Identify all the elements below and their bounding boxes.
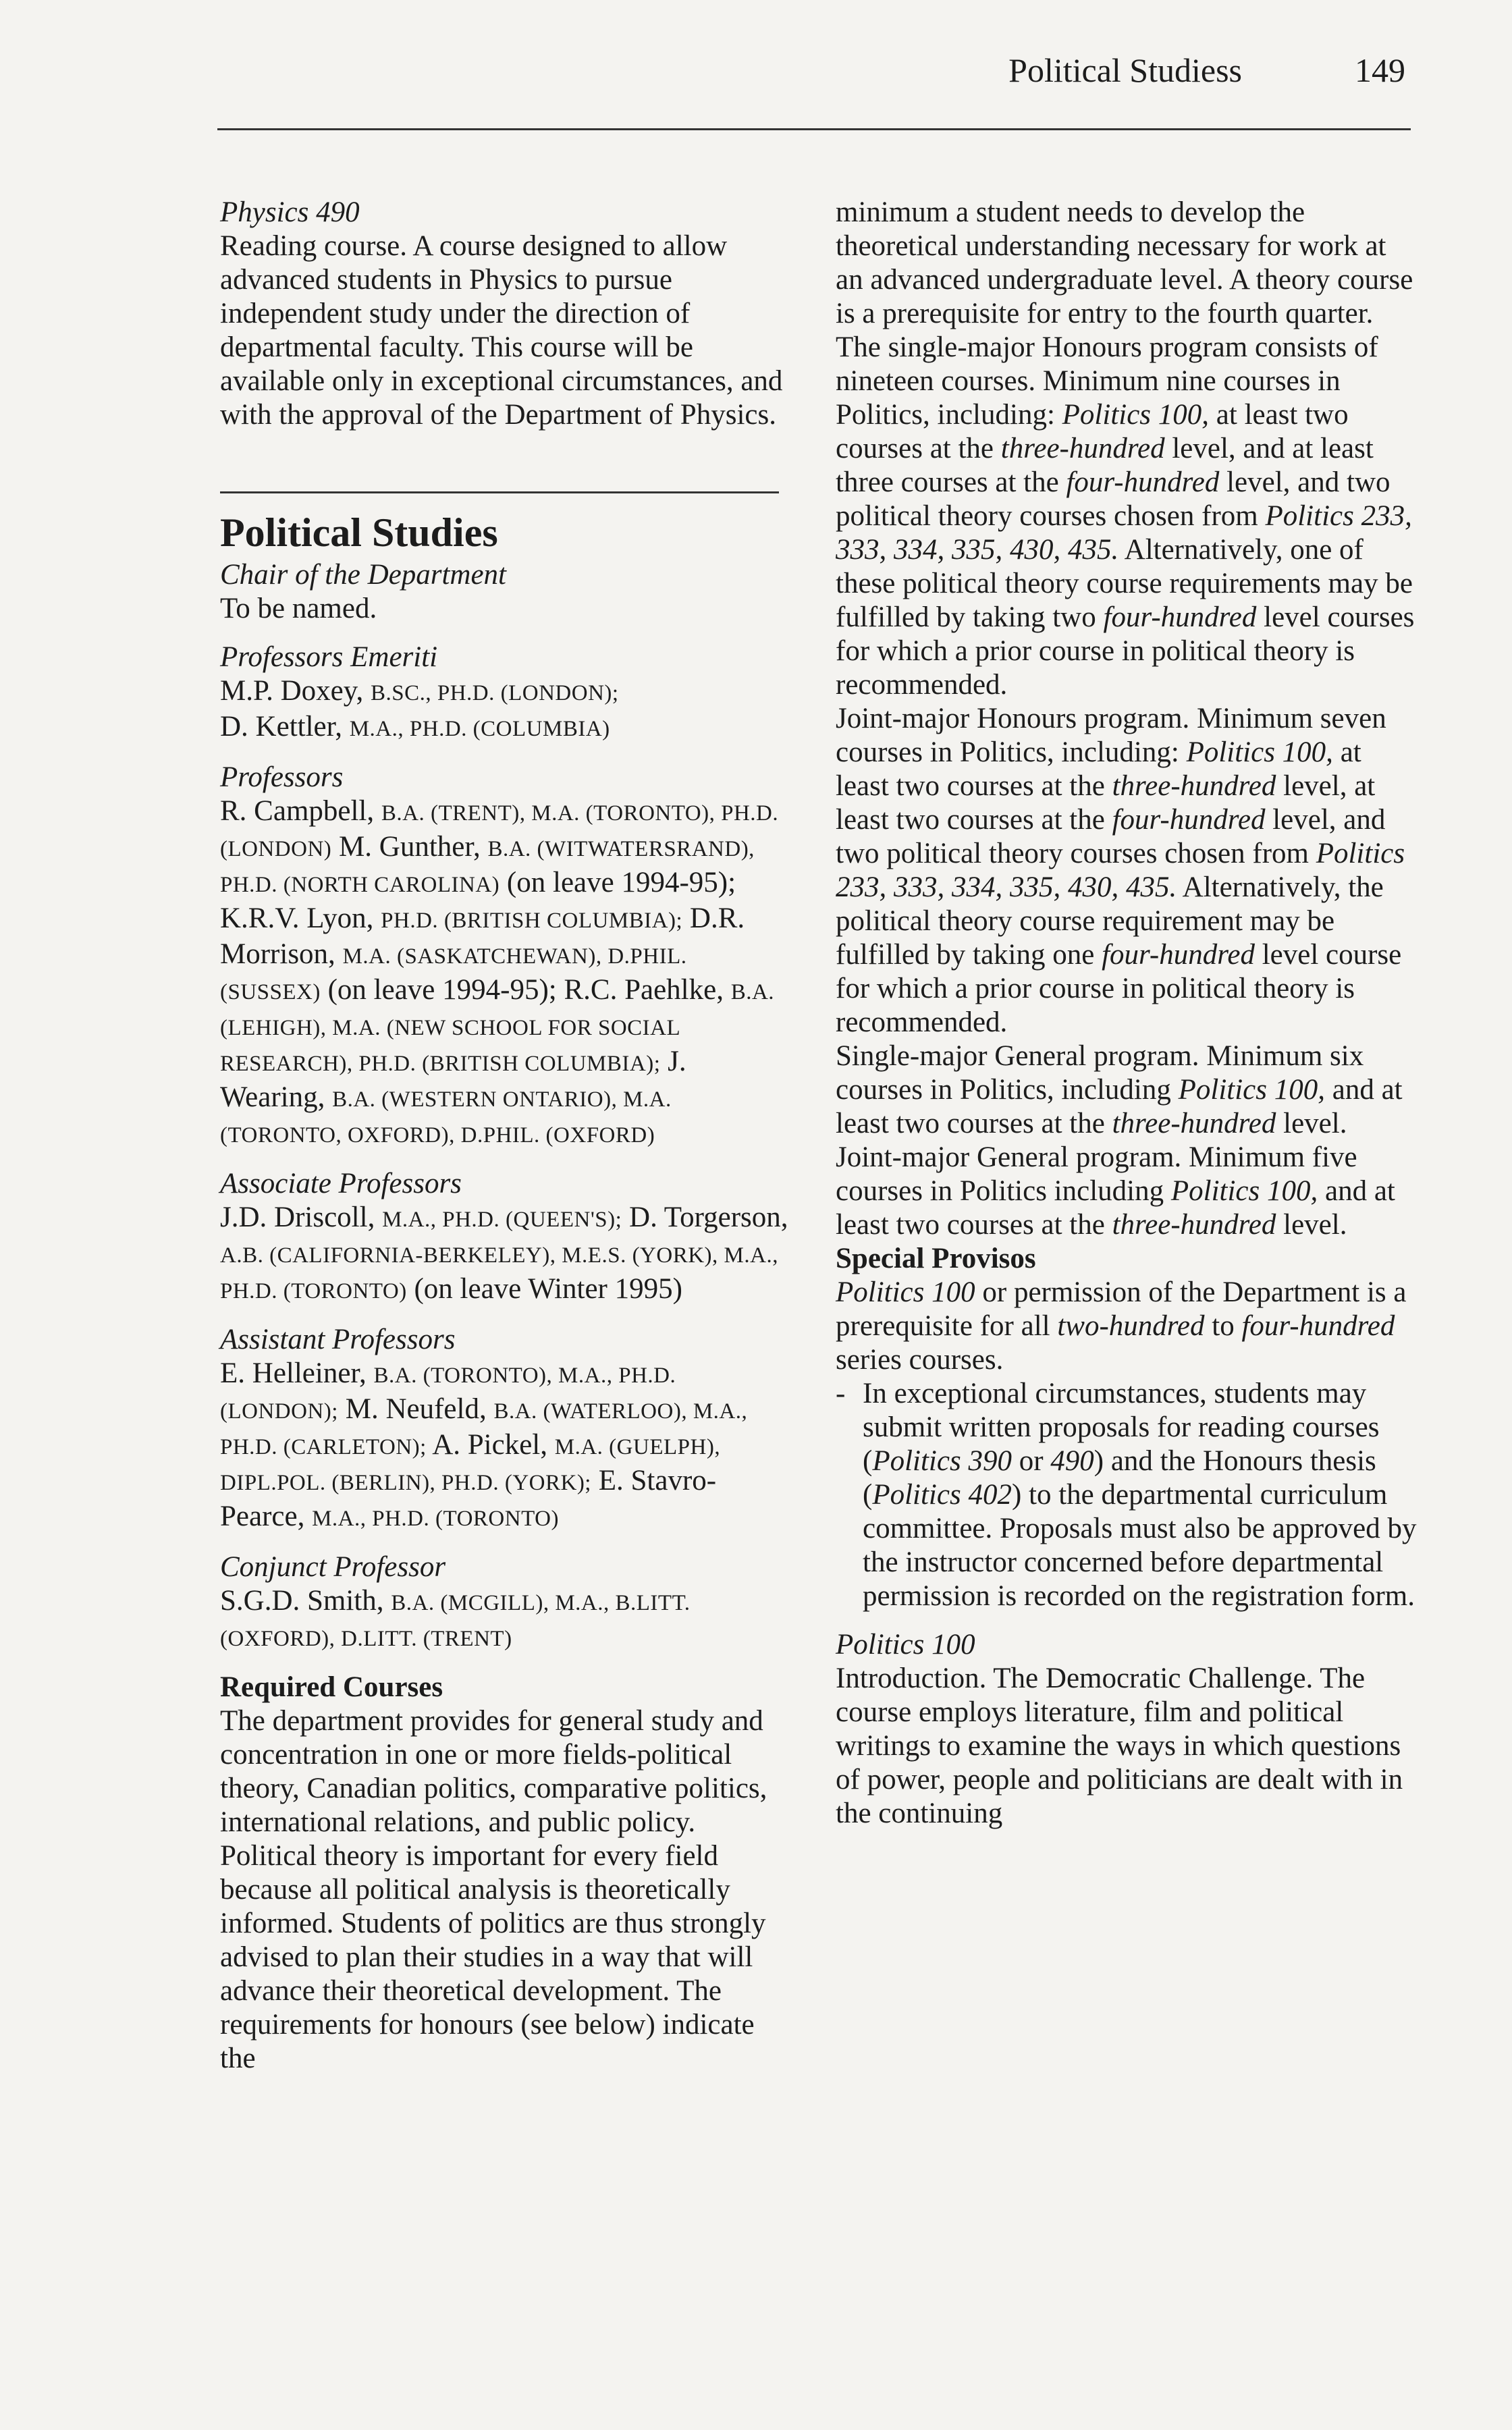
politics-100-entry xyxy=(836,1628,1418,1831)
course-ref: Politics 100, xyxy=(1062,399,1210,431)
faculty-degrees: PH.D. (BRITISH COLUMBIA); xyxy=(381,909,683,933)
faculty-name: K.R.V. Lyon, xyxy=(220,902,374,934)
assistant-block xyxy=(220,1323,790,1536)
text-run: The single-major Honours program consists of nineteen courses. Minimum nine courses in Politics, including: xyxy=(836,331,1378,431)
faculty-name: D. Torgerson, xyxy=(629,1202,788,1233)
continued-paragraph: minimum a student needs to develop the theoretical understanding necessary for work at an advanced undergraduate level. A theory course is a prerequisite for entry to the fourth quarter. xyxy=(836,196,1413,329)
course-ref: Politics 100 xyxy=(836,1276,975,1308)
conjunct-block xyxy=(220,1550,790,1656)
proviso-bullet xyxy=(836,1377,1418,1613)
faculty-degrees: B.A. (MCGILL), M.A., B.LITT. (OXFORD), D.LITT. (TRENT) xyxy=(220,1591,691,1651)
faculty-degrees: M.A. (SASKATCHEWAN), D.PHIL. (SUSSEX) xyxy=(220,944,687,1004)
faculty-list xyxy=(220,1201,790,1308)
faculty-degrees: M.A. (GUELPH), DIPL.POL. (BERLIN), PH.D. (YORK); xyxy=(220,1435,721,1495)
special-provisos-block xyxy=(836,1242,1418,1613)
faculty-list xyxy=(220,674,790,710)
faculty-degrees: B.A. (TRENT), M.A. (TORONTO), PH.D. (LONDON) xyxy=(220,801,779,861)
faculty-name: J. Wearing, xyxy=(220,1046,686,1113)
professors-block xyxy=(220,761,790,1152)
faculty-degrees: B.A. (WESTERN ONTARIO), M.A. (TORONTO, OXFORD), D.PHIL. (OXFORD) xyxy=(220,1087,672,1148)
leave-note: (on leave 1994-95); xyxy=(327,974,557,1006)
section-title: Political Studies xyxy=(220,510,498,555)
faculty-list xyxy=(220,1584,790,1656)
course-ref: 490 xyxy=(1050,1445,1094,1477)
faculty-label: Conjunct Professor xyxy=(220,1551,446,1583)
right-column xyxy=(836,196,1418,1831)
section-rule xyxy=(220,491,779,493)
faculty-name: D. Kettler, xyxy=(220,711,342,742)
leave-note: (on leave Winter 1995) xyxy=(414,1273,682,1305)
faculty-degrees: M.A., PH.D. (QUEEN'S); xyxy=(382,1208,622,1232)
text-run: level. xyxy=(1283,1209,1347,1241)
faculty-degrees: B.A. (WATERLOO), M.A., PH.D. (CARLETON); xyxy=(220,1399,748,1459)
associate-block xyxy=(220,1167,790,1308)
subheading: Special Provisos xyxy=(836,1243,1036,1274)
subheading: Required Courses xyxy=(220,1671,443,1703)
faculty-degrees: A.B. (CALIFORNIA-BERKELEY), M.E.S. (YORK), M.A., PH.D. (TORONTO) xyxy=(220,1243,778,1303)
course-ref: Politics 233, 333, 334, 335, 430, 435. xyxy=(836,500,1412,566)
text-run: Single-major General program. Minimum six courses in Politics, including xyxy=(836,1040,1364,1106)
page-header xyxy=(217,47,1411,128)
faculty-label: Associate Professors xyxy=(220,1168,462,1199)
emeriti-block xyxy=(220,641,790,746)
faculty-name: E. Helleiner, xyxy=(220,1357,367,1389)
text-run: Joint-major Honours program. Minimum seven courses in Politics, including: xyxy=(836,703,1386,768)
level-ref: four-hundred xyxy=(1241,1310,1395,1342)
faculty-name: R.C. Paehlke, xyxy=(564,974,724,1006)
faculty-name: M. Neufeld, xyxy=(345,1393,487,1425)
text-run: series courses. xyxy=(836,1344,1004,1376)
single-major-general xyxy=(836,1040,1418,1141)
text-run: to xyxy=(1212,1310,1235,1342)
page-number: 149 xyxy=(1355,51,1405,89)
required-courses-text: The department provides for general study and concentration in one or more fields-political theory, Canadian politics, comparative politics, international relations, and public policy. Political theory is important for every field because all political analysis is theoretically informed. Students of politics are thus strongly advised to plan their studies in a way that will advance their theoretical development. The requirements for honours (see below) indicate the xyxy=(220,1705,767,2074)
level-ref: three-hundred xyxy=(1000,433,1165,464)
text-run: Joint-major General program. Minimum five courses in Politics including xyxy=(836,1141,1357,1207)
physics-490-entry xyxy=(220,196,790,432)
faculty-list xyxy=(220,1357,790,1536)
course-ref: Politics 100, xyxy=(1178,1074,1325,1106)
faculty-degrees: B.A. (TORONTO), M.A., PH.D. (LONDON); xyxy=(220,1364,676,1424)
faculty-name: S.G.D. Smith, xyxy=(220,1585,384,1617)
text-run: Alternatively, the political theory course requirement may be fulfilled by taking one xyxy=(836,871,1384,971)
course-ref: Politics 100, xyxy=(1170,1175,1318,1207)
header-rule xyxy=(217,128,1411,130)
provisos-text xyxy=(836,1276,1418,1377)
course-label: Politics 100 xyxy=(836,1629,975,1660)
faculty-name: M.P. Doxey, xyxy=(220,675,364,707)
faculty-degrees: B.A. (WITWATERSRAND), PH.D. (NORTH CAROLINA) xyxy=(220,837,755,897)
text-run: ) to the departmental curriculum committee. Proposals must also be approved by the instructor concerned before departmental permission is recorded on the registration form. xyxy=(863,1479,1417,1612)
text-run: at least two courses at the xyxy=(836,399,1349,464)
course-ref: Politics 233, 333, 334, 335, 430, 435. xyxy=(836,838,1405,903)
faculty-list xyxy=(220,794,790,1152)
faculty-label: Professors Emeriti xyxy=(220,641,438,673)
text-run: level. xyxy=(1283,1108,1347,1139)
faculty-name: E. Stavro-Pearce, xyxy=(220,1465,717,1532)
left-column xyxy=(220,196,790,2076)
faculty-label: Professors xyxy=(220,761,344,793)
faculty-name: R. Campbell, xyxy=(220,795,375,827)
faculty-list xyxy=(220,710,790,746)
faculty-degrees: M.A., PH.D. (COLUMBIA) xyxy=(349,717,610,741)
chair-text: To be named. xyxy=(220,593,377,624)
faculty-name: M. Gunther, xyxy=(339,831,481,863)
single-major-honours xyxy=(836,331,1418,702)
text-run: and at least two courses at the xyxy=(836,1074,1403,1139)
text-run: and at least two courses at the xyxy=(836,1175,1395,1241)
text-run: level, at least two courses at the xyxy=(836,770,1376,836)
leave-note: (on leave 1994-95); xyxy=(506,867,736,898)
joint-major-honours xyxy=(836,702,1418,1040)
level-ref: four-hundred xyxy=(1066,466,1220,498)
text-run: level courses for which a prior course in political theory is recommended. xyxy=(836,601,1415,701)
faculty-name: A. Pickel, xyxy=(432,1429,547,1461)
text-run: level, and two political theory courses chosen from xyxy=(836,466,1390,532)
faculty-name: D.R. Morrison, xyxy=(220,902,745,970)
text-run: at least two courses at the xyxy=(836,736,1361,802)
faculty-label: Assistant Professors xyxy=(220,1324,456,1355)
faculty-degrees: B.SC., PH.D. (LONDON); xyxy=(370,681,619,705)
chair-block xyxy=(220,558,790,626)
level-ref: two-hundred xyxy=(1057,1310,1205,1342)
level-ref: three-hundred xyxy=(1112,1108,1276,1139)
text-run: or permission of the Department is a prerequisite for all xyxy=(836,1276,1407,1342)
running-head: Political Studiess xyxy=(1008,51,1242,89)
text-run: level, and two political theory courses chosen from xyxy=(836,804,1386,869)
text-run: In exceptional circumstances, students may submit written proposals for reading courses ( xyxy=(863,1378,1380,1477)
text-run: level, and at least three courses at the xyxy=(836,433,1374,498)
level-ref: three-hundred xyxy=(1112,1209,1276,1241)
course-ref: Politics 402 xyxy=(872,1479,1012,1511)
text-run: ) and the Honours thesis ( xyxy=(863,1445,1376,1511)
text-run: Alternatively, one of these political theory course requirements may be fulfilled by taking two xyxy=(836,534,1413,633)
bullet-text xyxy=(863,1377,1418,1613)
faculty-degrees: B.A. (LEHIGH), M.A. (NEW SCHOOL FOR SOCIAL RESEARCH), PH.D. (BRITISH COLUMBIA); xyxy=(220,980,775,1076)
course-ref: Politics 100, xyxy=(1186,736,1333,768)
faculty-label: Chair of the Department xyxy=(220,559,506,591)
course-ref: Politics 390 xyxy=(872,1445,1012,1477)
text-run: level course for which a prior course in political theory is recommended. xyxy=(836,939,1402,1038)
course-label: Physics 490 xyxy=(220,196,360,228)
joint-major-general xyxy=(836,1141,1418,1242)
level-ref: four-hundred xyxy=(1103,601,1257,633)
required-courses-block xyxy=(220,1671,790,2076)
level-ref: three-hundred xyxy=(1112,770,1276,802)
faculty-degrees: M.A., PH.D. (TORONTO) xyxy=(312,1507,559,1531)
bullet-dash: - xyxy=(836,1378,846,1409)
course-description: Introduction. The Democratic Challenge. The course employs literature, film and political writings to examine the ways in which questions of power, people and politicians are dealt with in the continuing xyxy=(836,1663,1403,1829)
level-ref: four-hundred xyxy=(1112,804,1266,836)
faculty-name: J.D. Driscoll, xyxy=(220,1202,375,1233)
course-description: Reading course. A course designed to allow advanced students in Physics to pursue independent study under the direction of departmental faculty. This course will be available only in exceptional circumstances, and with the approval of the Department of Physics. xyxy=(220,230,783,431)
level-ref: four-hundred xyxy=(1102,939,1255,971)
text-run: or xyxy=(1019,1445,1044,1477)
